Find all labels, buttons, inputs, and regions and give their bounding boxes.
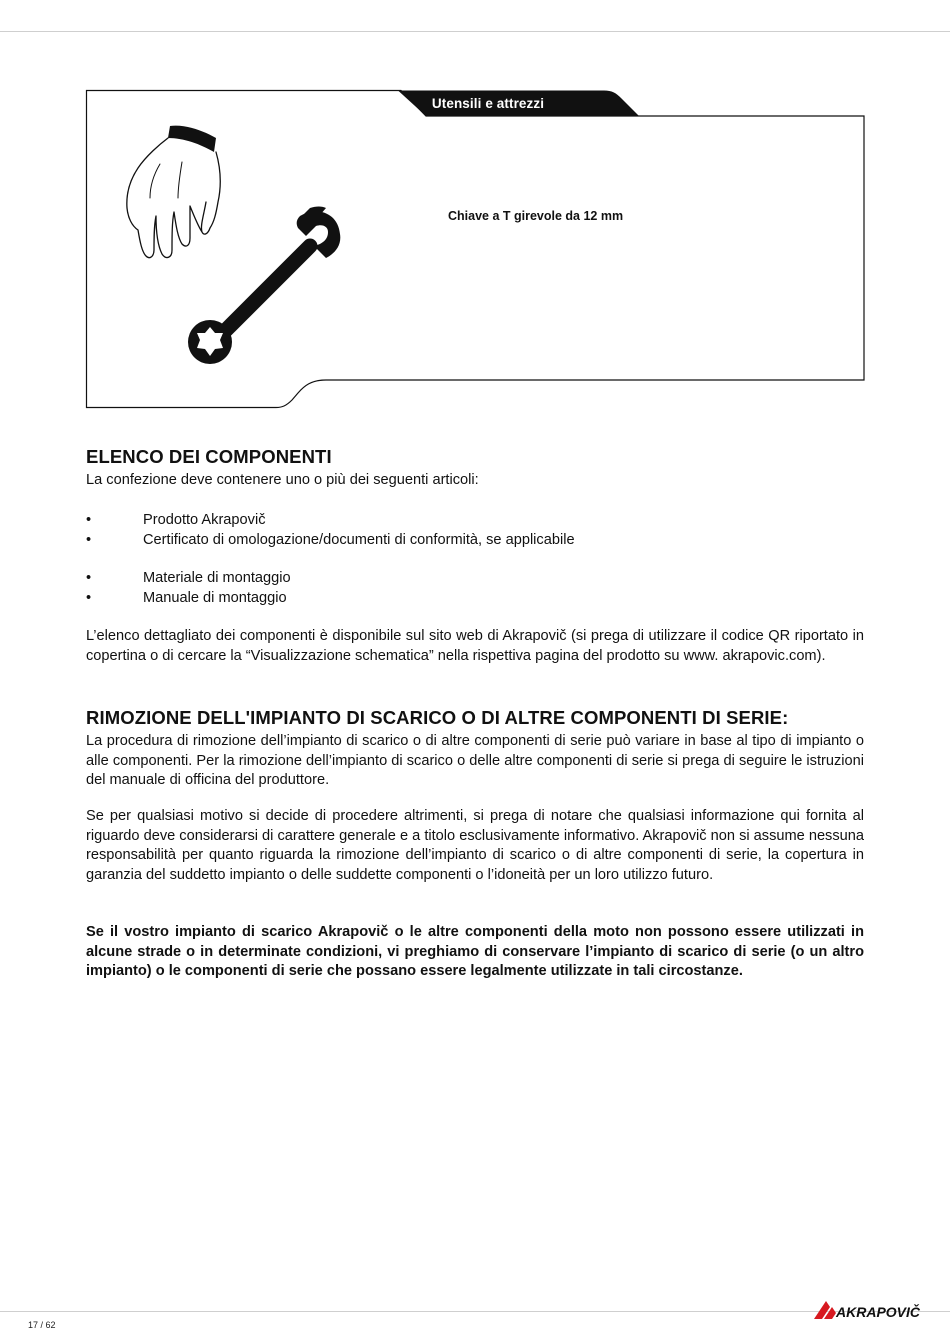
removal-paragraph-3: Se il vostro impianto di scarico Akrapovič o le altre componenti della moto non possono essere utilizzati in alcune strade o in determinate condizioni, vi preghiamo di conservare l’impianto di scarico di serie (o un altro impianto) o le componenti di serie che possano essere legalmente utilizzate in tali circostanze. bbox=[86, 924, 864, 979]
components-heading: ELENCO DEI COMPONENTI bbox=[86, 446, 332, 467]
wrench-icon bbox=[182, 202, 348, 368]
list-item-text: Prodotto Akrapovič bbox=[143, 512, 266, 528]
list-item bbox=[86, 531, 864, 551]
components-section bbox=[86, 446, 864, 491]
list-item-text: Certificato di omologazione/documenti di conformità, se applicabile bbox=[143, 531, 575, 548]
components-list-1 bbox=[86, 511, 864, 550]
removal-paragraph-2: Se per qualsiasi motivo si decide di procedere altrimenti, si prega di notare che qualsiasi informazione qui fornita al riguardo deve considerarsi di carattere generale e a titolo esclusivamente informativo. Akrapovič non si assume nessuna responsabilità per quanto riguarda la rimozione dell’impianto di scarico o di altre componenti di serie, la copertura in garanzia del suddetto impianto o delle suddette componenti o l’idoneità per un loro utilizzo futuro. bbox=[86, 808, 864, 883]
components-details-block bbox=[86, 627, 864, 666]
removal-paragraph-2-block bbox=[86, 807, 864, 885]
tools-box bbox=[86, 90, 866, 408]
removal-heading: RIMOZIONE DELL'IMPIANTO DI SCARICO O DI ALTRE COMPONENTI DI SERIE: bbox=[86, 707, 789, 728]
components-list-2 bbox=[86, 569, 864, 608]
top-rule bbox=[0, 31, 950, 32]
removal-paragraph-3-block bbox=[86, 923, 864, 982]
tool-item-t-wrench: Chiave a T girevole da 12 mm bbox=[448, 209, 624, 223]
list-item-text: Materiale di montaggio bbox=[143, 570, 291, 586]
logo-wordmark: AKRAPOVIČ bbox=[836, 1304, 921, 1320]
components-intro: La confezione deve contenere uno o più dei seguenti articoli: bbox=[86, 472, 479, 488]
removal-section bbox=[86, 707, 864, 791]
components-details: L’elenco dettagliato dei componenti è disponibile sul sito web di Akrapovič (si prega di utilizzare il codice QR riportato in copertina o di cercare la “Visualizzazione schematica” nella rispettiva pagina del prodotto su www. akrapovic.com). bbox=[86, 628, 864, 664]
page-number: 17 / 62 bbox=[28, 1320, 56, 1330]
bullet: • bbox=[86, 589, 92, 606]
akrapovic-logo bbox=[812, 1297, 921, 1323]
tools-title: Utensili e attrezzi bbox=[431, 96, 545, 111]
bullet: • bbox=[86, 512, 92, 528]
list-item bbox=[86, 511, 864, 531]
list-item-text: Manuale di montaggio bbox=[143, 589, 287, 606]
bullet: • bbox=[86, 531, 92, 548]
removal-paragraph-1: La procedura di rimozione dell’impianto di scarico o di altre componenti di serie può variare in base al tipo di impianto o alle componenti. Per la rimozione dell’impianto di scarico o delle altre componenti di serie si prega di seguire le istruzioni del manuale di officina del produttore. bbox=[86, 733, 864, 788]
bottom-rule bbox=[0, 1311, 950, 1312]
list-item bbox=[86, 569, 864, 589]
bullet: • bbox=[86, 570, 92, 586]
list-item bbox=[86, 589, 864, 609]
logo-scorpion-mark bbox=[814, 1301, 836, 1319]
